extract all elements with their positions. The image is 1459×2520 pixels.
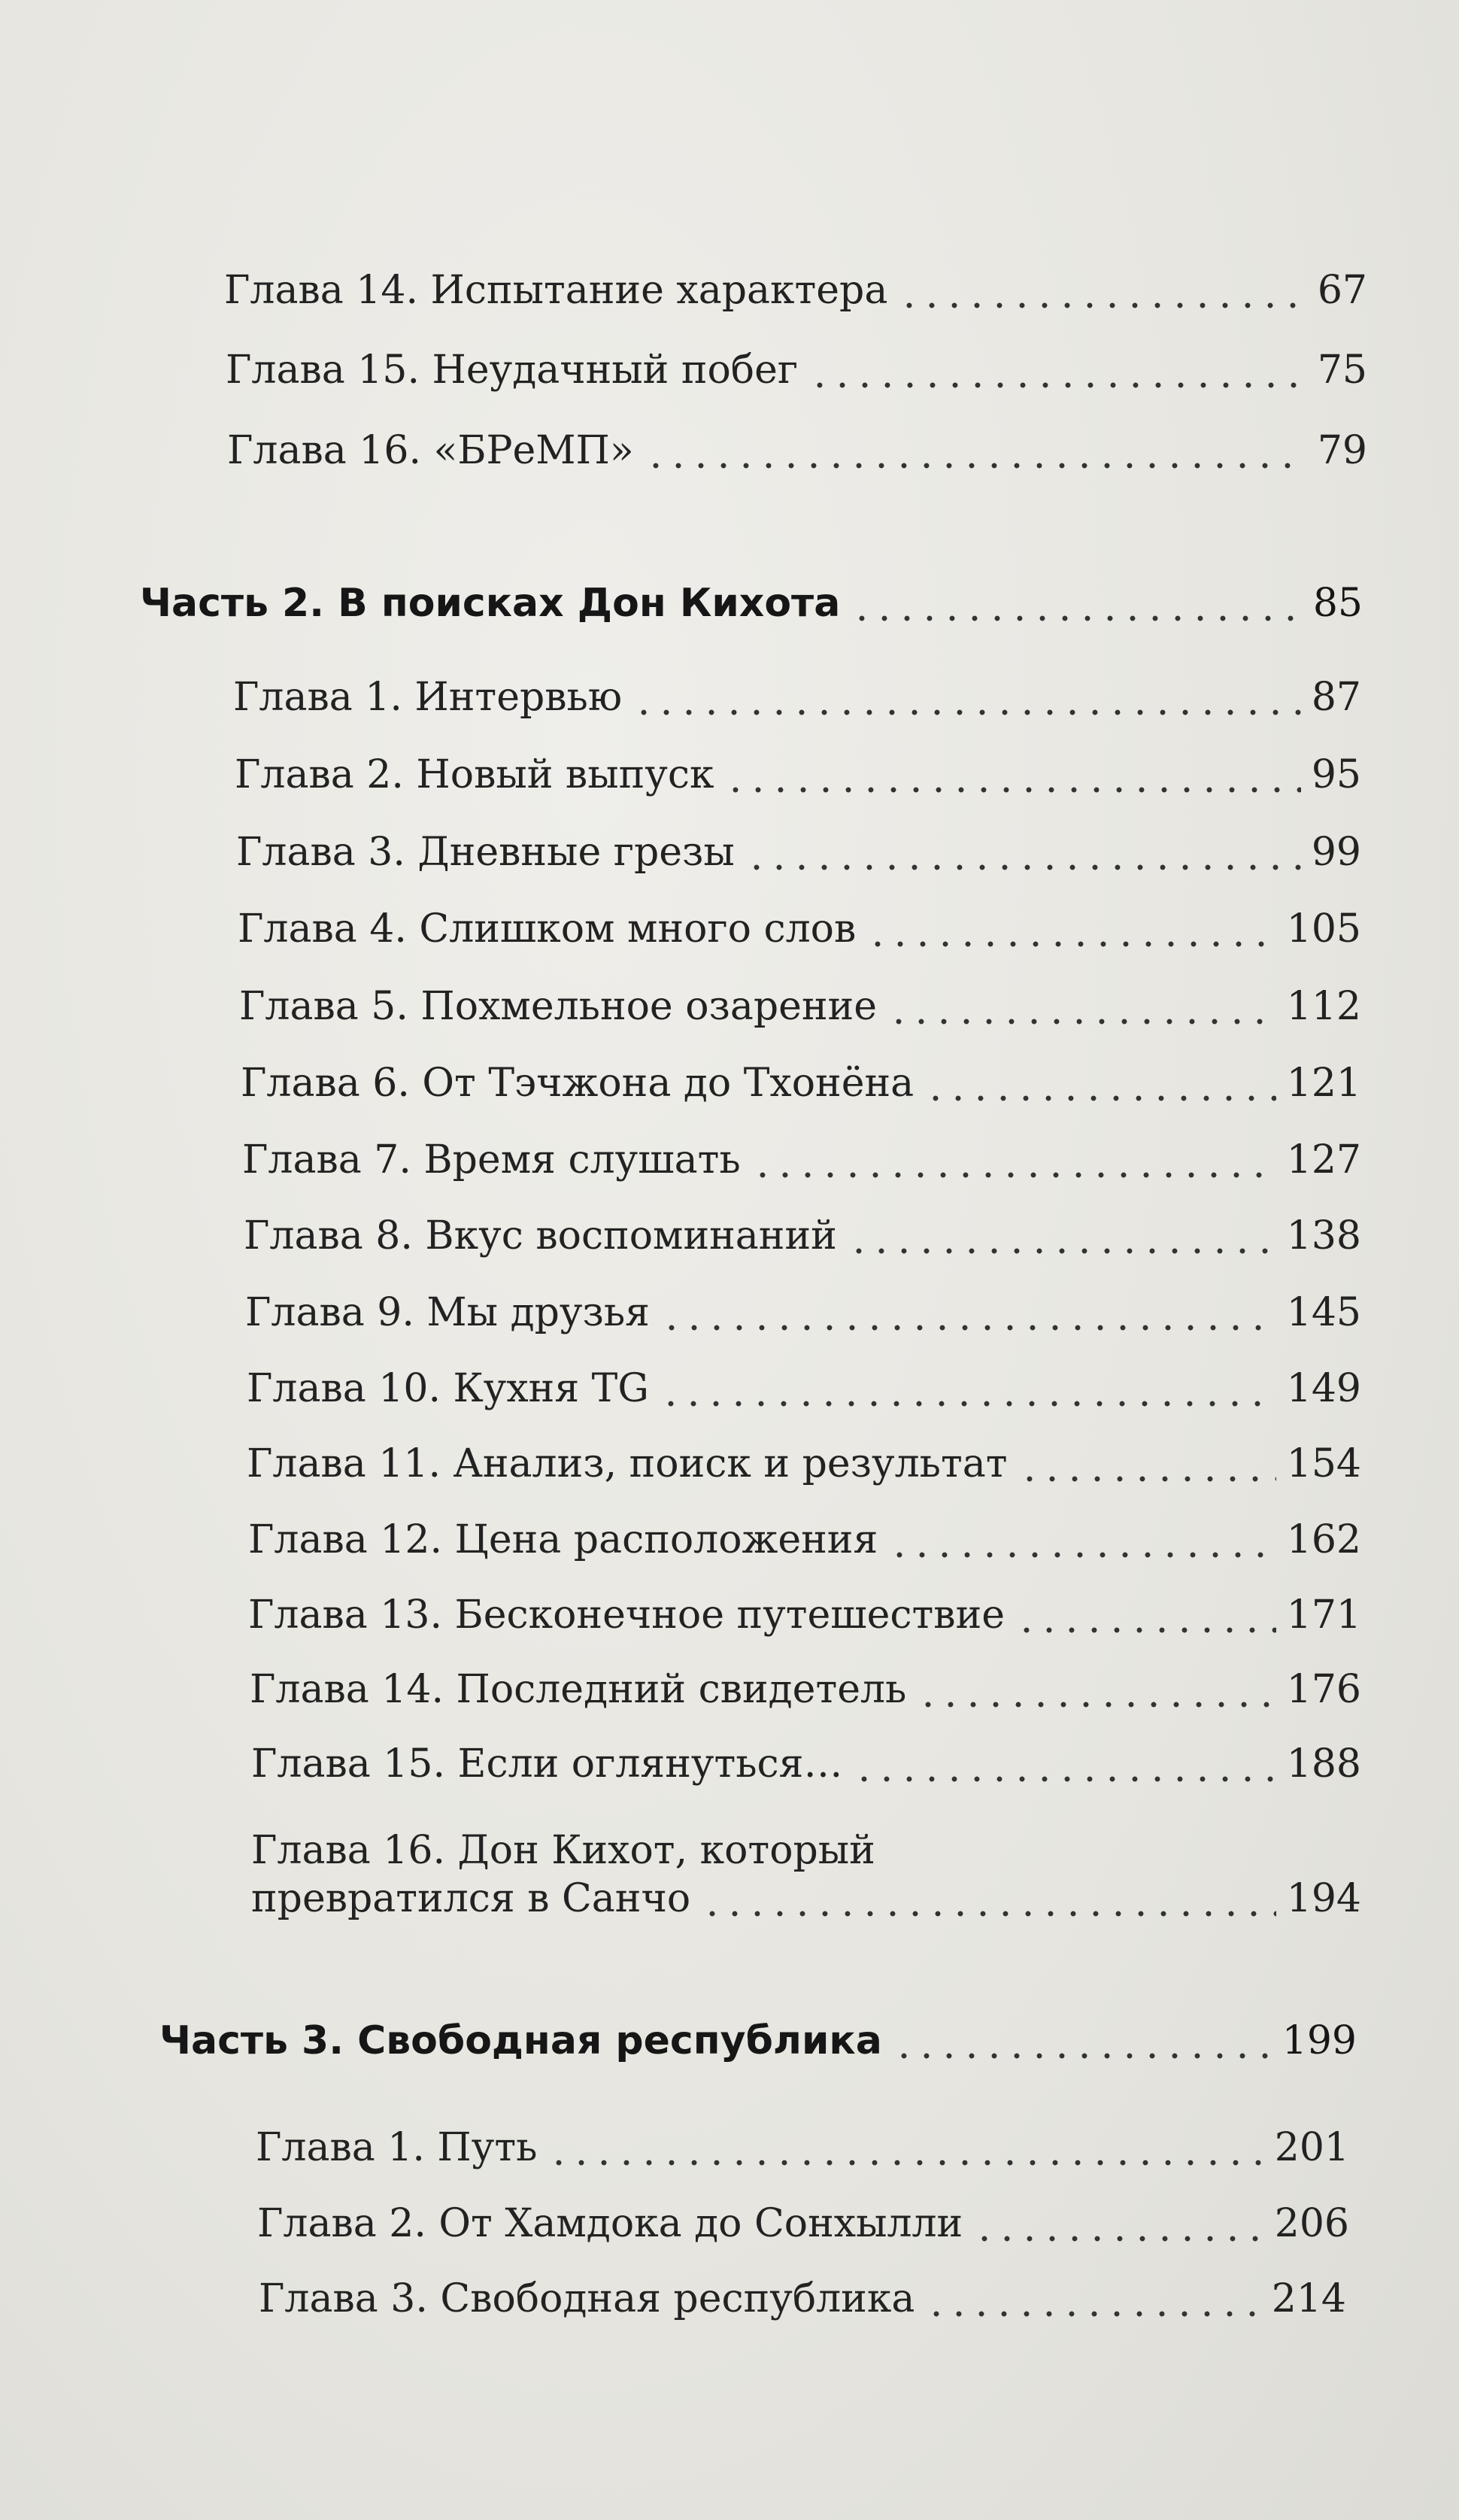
leader-dots	[1015, 1591, 1276, 1639]
page-number: 201	[1274, 2125, 1349, 2170]
page-number: 127	[1286, 1137, 1361, 1183]
chapter-title: Глава 15. Неудачный побег	[226, 348, 799, 393]
leader-dots	[548, 2124, 1263, 2172]
toc-entry	[245, 1289, 1361, 1337]
leader-dots	[893, 2017, 1272, 2065]
leader-dots	[917, 1665, 1275, 1714]
toc-entry	[247, 1365, 1361, 1413]
toc-entry	[259, 2275, 1346, 2323]
toc-entry	[236, 828, 1361, 876]
part-title: Часть 3. Свободная республика	[159, 2018, 882, 2063]
chapter-title: Глава 3. Дневные грезы	[236, 830, 735, 875]
leader-dots	[973, 2200, 1264, 2248]
toc-entry	[235, 751, 1361, 799]
chapter-title: Глава 14. Испытание характера	[224, 268, 888, 313]
chapter-title: Глава 5. Похмельное озарение	[239, 984, 878, 1029]
chapter-title-line2: превратился в Санчо	[251, 1876, 691, 1921]
chapter-title: Глава 1. Путь	[256, 2125, 538, 2170]
toc-entry	[256, 2124, 1349, 2172]
chapter-title: Глава 4. Слишком много слов	[238, 906, 857, 952]
toc-entry	[242, 1136, 1361, 1184]
leader-dots	[848, 1212, 1276, 1260]
chapter-title: Глава 10. Кухня TG	[247, 1366, 649, 1411]
page-number: 112	[1286, 984, 1361, 1029]
leader-dots	[925, 2275, 1260, 2323]
page-number: 176	[1286, 1667, 1361, 1712]
page-number: 75	[1317, 348, 1367, 393]
chapter-title: Глава 11. Анализ, поиск и результат	[247, 1441, 1008, 1486]
leader-dots	[632, 673, 1301, 721]
page-number: 121	[1286, 1061, 1361, 1106]
leader-dots	[866, 905, 1275, 953]
toc-entry	[226, 346, 1367, 394]
page-number: 99	[1311, 830, 1361, 875]
chapter-title: Глава 2. От Хамдока до Сонхылли	[257, 2201, 963, 2246]
leader-dots	[851, 579, 1303, 627]
page-number: 67	[1317, 268, 1367, 313]
toc-entry	[238, 905, 1361, 953]
page-number: 188	[1286, 1741, 1361, 1787]
toc-entry	[257, 2200, 1349, 2248]
toc-entry	[250, 1665, 1361, 1714]
chapter-title: Глава 8. Вкус воспоминаний	[244, 1213, 837, 1258]
page-number: 149	[1286, 1366, 1361, 1411]
toc-entry	[227, 427, 1367, 475]
leader-dots	[887, 982, 1276, 1031]
leader-dots	[660, 1365, 1276, 1413]
chapter-title: Глава 12. Цена расположения	[248, 1517, 878, 1562]
page-number: 214	[1271, 2276, 1346, 2321]
page-number: 79	[1317, 428, 1367, 473]
toc-entry	[248, 1516, 1361, 1564]
leader-dots	[888, 1516, 1275, 1564]
toc-entry	[248, 1591, 1361, 1639]
part-heading	[140, 579, 1363, 627]
chapter-title: Глава 15. Если оглянуться…	[251, 1741, 843, 1787]
leader-dots	[724, 751, 1300, 799]
part-heading	[159, 2017, 1357, 2065]
page-number: 145	[1286, 1290, 1361, 1335]
chapter-title: Глава 6. От Тэчжона до Тхонёна	[241, 1061, 915, 1106]
chapter-title: Глава 7. Время слушать	[242, 1137, 741, 1183]
page-number: 105	[1286, 906, 1361, 952]
leader-dots	[1018, 1440, 1276, 1488]
toc-entry	[244, 1212, 1361, 1260]
page-number: 85	[1312, 581, 1363, 626]
toc-entry	[247, 1440, 1361, 1488]
toc-entry	[224, 266, 1367, 314]
leader-dots	[898, 266, 1306, 314]
chapter-title-line1: Глава 16. Дон Кихот, который	[251, 1828, 875, 1873]
leader-dots	[924, 1059, 1276, 1107]
toc-entry	[239, 982, 1361, 1031]
page-number: 206	[1274, 2201, 1349, 2246]
chapter-title: Глава 14. Последний свидетель	[250, 1667, 907, 1712]
page-number: 95	[1311, 752, 1361, 797]
leader-dots	[701, 1875, 1276, 1923]
part-title: Часть 2. В поисках Дон Кихота	[140, 581, 841, 626]
toc-entry	[251, 1740, 1361, 1788]
chapter-title: Глава 1. Интервью	[233, 675, 623, 720]
chapter-title: Глава 3. Свободная республика	[259, 2276, 915, 2321]
leader-dots	[853, 1740, 1275, 1788]
leader-dots	[645, 427, 1307, 475]
page-number: 194	[1286, 1876, 1361, 1921]
leader-dots	[660, 1289, 1276, 1337]
leader-dots	[808, 346, 1307, 394]
page-number: 87	[1311, 675, 1361, 720]
chapter-title: Глава 13. Бесконечное путешествие	[248, 1592, 1006, 1638]
page-number: 199	[1282, 2018, 1357, 2063]
toc-entry	[233, 673, 1361, 721]
chapter-title: Глава 16. «БРеМП»	[227, 428, 634, 473]
page-number: 138	[1286, 1213, 1361, 1258]
toc-entry-multiline	[251, 1826, 1361, 1923]
leader-dots	[745, 828, 1301, 876]
page-number: 171	[1286, 1592, 1361, 1638]
page-number: 162	[1286, 1517, 1361, 1562]
chapter-title: Глава 9. Мы друзья	[245, 1290, 650, 1335]
chapter-title-line2-row	[251, 1875, 1361, 1923]
page-number: 154	[1286, 1441, 1361, 1486]
toc-entry	[241, 1059, 1361, 1107]
leader-dots	[751, 1136, 1276, 1184]
chapter-title: Глава 2. Новый выпуск	[235, 752, 714, 797]
